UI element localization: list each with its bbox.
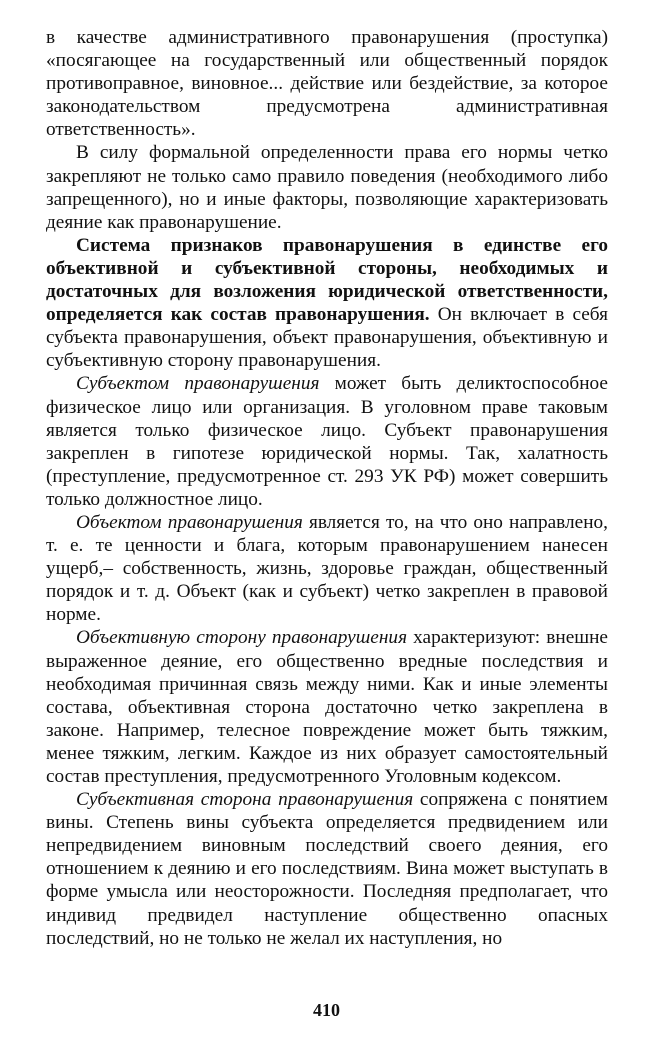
paragraph-offense-composition [46,234,608,373]
paragraph-text: в качестве административного правонарушения (проступка) «посягающее на государственный или общественный порядок противоправное, виновное... действие или бездействие, за которое законодательством предусмотрена административная ответственность». [46,27,608,141]
term-italic: Субъектом правонарушения [76,373,320,395]
paragraph-text: является то, на что оно направлено, т. е. те ценности и блага, которым правонарушением нанесен ущерб,– собственность, жизнь, здоровье граждан, общественный порядок и т. д. Объект (как и субъект) четко закреплен в правовой норме. [46,511,608,626]
paragraph-text: характеризуют: внешне выраженное деяние, его общественно вредные последствия и необходимая причинная связь между ними. Как и иные элементы состава, объективная сторона достаточно четко закреплена в законе. Например, телесное повреждение может быть тяжким, менее тяжким, легким. Каждое из них образует самостоятельный состав преступления, предусмотренного Уголовным кодексом. [46,627,608,787]
definition-bold: Система признаков правонарушения в единстве его объективной и субъективной стороны, необходимых и достаточных для возложения юридической ответственности, определяется как состав правонарушения. [46,234,608,326]
paragraph-subjective-side [46,788,608,950]
term-italic: Объектом правонарушения [76,511,303,533]
paragraph-continuation [46,26,608,141]
page-text [46,26,608,950]
paragraph-text: В силу формальной определенности права его нормы четко закрепляют не только само правило поведения (необходимого либо запрещенного), но и иные факторы, позволяющие характеризовать деяние как правонарушение. [46,142,608,233]
page-number: 410 [313,1000,340,1020]
term-italic: Объективную сторону правонарушения [76,627,408,649]
paragraph-subject [46,372,608,511]
paragraph-text: может быть деликтоспособное физическое лицо или организация. В уголовном праве таковым является только физическое лицо. Субъект правонарушения закреплен в гипотезе юридической нормы. Так, халатность (преступление, предусмотренное ст. 293 УК РФ) может совершить только должностное лицо. [46,373,608,510]
paragraph-objective-side [46,626,608,788]
paragraph-text: Он включает в себя субъекта правонарушения, объект правонарушения, объективную и субъективную сторону правонарушения. [46,304,608,372]
paragraph-formal-certainty [46,141,608,233]
paragraph-text: сопряжена с понятием вины. Степень вины субъекта определяется предвидением или непредвидением виновным последствий своего деяния, его отношением к деянию и его последствиям. Вина может выступать в форме умысла или неосторожности. Последняя предполагает, что индивид предвидел наступление общественно опасных последствий, но не только не желал их наступления, но [46,789,609,949]
paragraph-object [46,511,608,626]
term-italic: Субъективная сторона правонарушения [76,789,414,811]
